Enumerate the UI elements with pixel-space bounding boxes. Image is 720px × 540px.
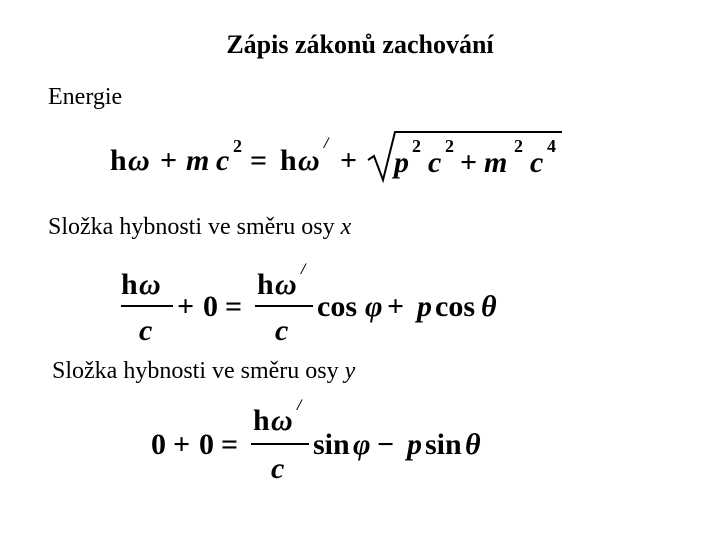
- momentum-x-label-text: Složka hybnosti ve směru osy: [48, 214, 341, 240]
- exponent-two: 2: [445, 136, 454, 156]
- sin-function: sin: [425, 428, 462, 461]
- prime-mark: /: [297, 398, 302, 414]
- plus-sign: +: [340, 144, 358, 177]
- sin-function: sin: [313, 428, 350, 461]
- energy-label: Energie: [48, 84, 123, 110]
- hbar-symbol: h: [121, 268, 138, 301]
- phi-symbol: φ: [353, 428, 371, 461]
- mass-symbol: m: [484, 146, 508, 179]
- omega-symbol: ω: [128, 144, 150, 177]
- omega-symbol: ω: [139, 268, 161, 301]
- omega-symbol: ω: [298, 144, 320, 177]
- c-symbol: c: [216, 144, 230, 177]
- momentum-x-label: [48, 214, 351, 241]
- equals-sign: =: [225, 290, 243, 323]
- theta-symbol: θ: [465, 428, 481, 461]
- exponent-two: 2: [514, 136, 523, 156]
- momentum-y-label: [52, 358, 355, 385]
- plus-sign: +: [177, 290, 195, 323]
- prime-mark: /: [324, 135, 329, 152]
- plus-sign: +: [160, 144, 178, 177]
- exponent-two: 2: [233, 136, 242, 156]
- hbar-symbol: h: [110, 144, 127, 177]
- axis-y-symbol: y: [344, 358, 356, 384]
- p-symbol: p: [417, 290, 432, 323]
- momentum-x-equation: [115, 262, 515, 350]
- equals-sign: =: [221, 428, 239, 461]
- omega-symbol: ω: [271, 404, 293, 437]
- c-symbol: c: [139, 314, 153, 347]
- hbar-symbol: h: [280, 144, 297, 177]
- omega-symbol: ω: [275, 268, 297, 301]
- p-symbol: p: [407, 428, 422, 461]
- zero: 0: [203, 290, 218, 323]
- momentum-y-label-text: Složka hybnosti ve směru osy: [52, 358, 345, 384]
- p-symbol: p: [394, 146, 409, 179]
- prime-mark: /: [301, 262, 306, 278]
- momentum-y-equation: [145, 398, 505, 486]
- equals-sign: =: [250, 144, 268, 177]
- cos-function: cos: [435, 290, 475, 323]
- energy-equation: [100, 128, 570, 186]
- mass-symbol: m: [186, 144, 210, 177]
- zero: 0: [199, 428, 214, 461]
- hbar-symbol: h: [253, 404, 270, 437]
- c-symbol: c: [271, 452, 285, 485]
- zero: 0: [151, 428, 166, 461]
- exponent-four: 4: [547, 136, 556, 156]
- slide-title: Zápis zákonů zachování: [226, 30, 494, 59]
- phi-symbol: φ: [365, 290, 383, 323]
- plus-sign: +: [460, 146, 478, 179]
- c-symbol: c: [428, 146, 442, 179]
- minus-sign: −: [377, 428, 395, 461]
- theta-symbol: θ: [481, 290, 497, 323]
- plus-sign: +: [387, 290, 405, 323]
- cos-function: cos: [317, 290, 357, 323]
- hbar-symbol: h: [257, 268, 274, 301]
- plus-sign: +: [173, 428, 191, 461]
- exponent-two: 2: [412, 136, 421, 156]
- c-symbol: c: [530, 146, 544, 179]
- axis-x-symbol: x: [340, 214, 352, 240]
- c-symbol: c: [275, 314, 289, 347]
